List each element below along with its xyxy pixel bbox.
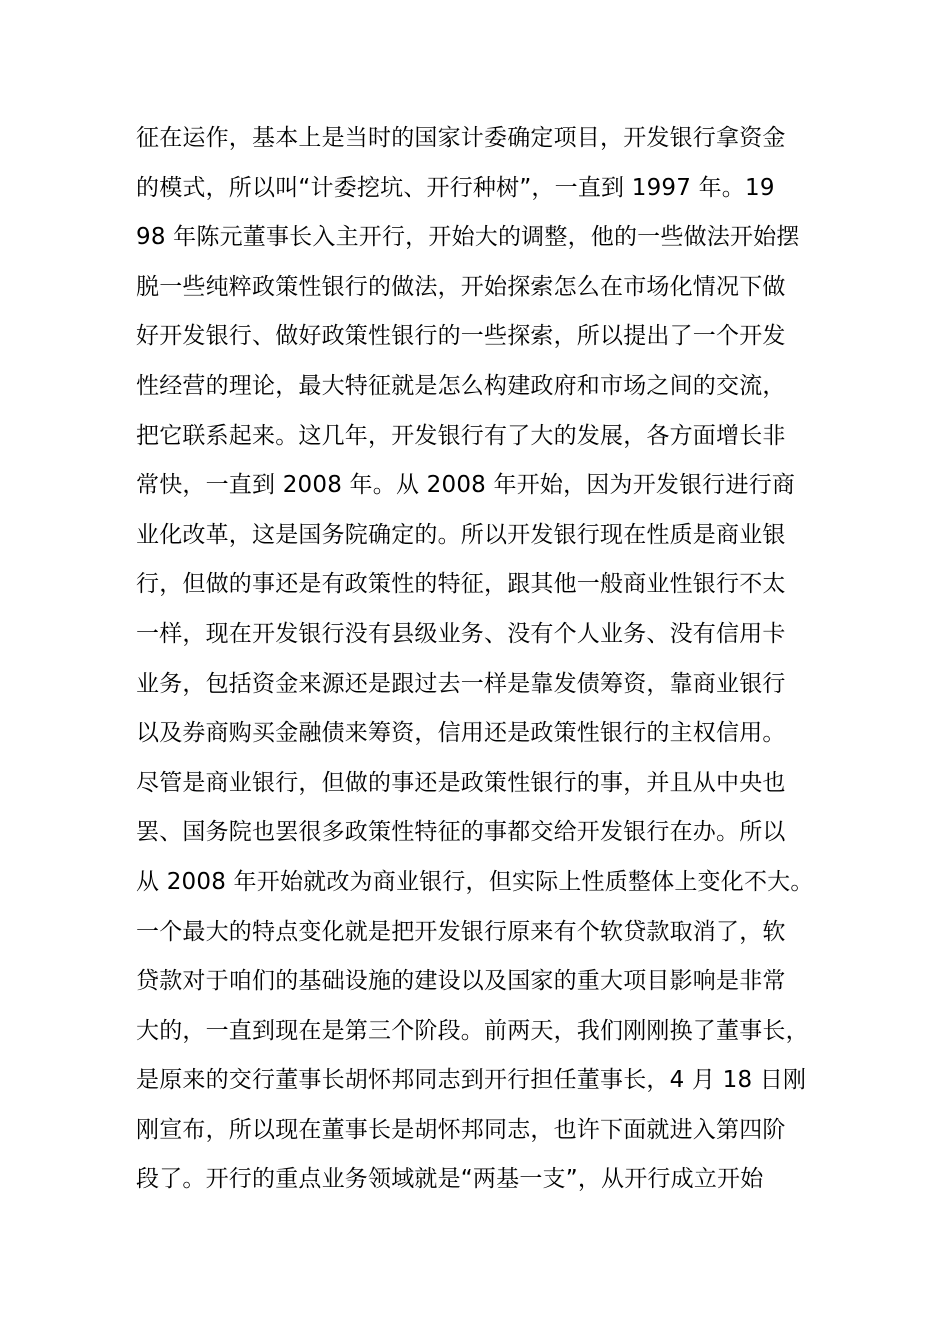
text-line: 常快，一直到 2008 年。从 2008 年开始，因为开发银行进行商 (136, 472, 796, 499)
text-line: 是原来的交行董事长胡怀邦同志到开行担任董事长，4 月 18 日刚 (136, 1067, 807, 1094)
text-line: 罢、国务院也罢很多政策性特征的事都交给开发银行在办。所以 (136, 819, 786, 846)
text-line: 性经营的理论，最大特征就是怎么构建政府和市场之间的交流， (136, 372, 786, 399)
text-line: 好开发银行、做好政策性银行的一些探索，所以提出了一个开发 (136, 323, 786, 350)
text-line: 大的，一直到现在是第三个阶段。前两天，我们刚刚换了董事长， (136, 1017, 809, 1044)
text-line: 尽管是商业银行，但做的事还是政策性银行的事，并且从中央也 (136, 769, 786, 796)
text-line: 行，但做的事还是有政策性的特征，跟其他一般商业性银行不太 (136, 571, 786, 598)
text-line: 98 年陈元董事长入主开行，开始大的调整，他的一些做法开始摆 (136, 224, 800, 251)
body-paragraph (136, 114, 816, 1205)
text-line: 征在运作，基本上是当时的国家计委确定项目，开发银行拿资金 (136, 125, 786, 151)
text-line: 刚宣布，所以现在董事长是胡怀邦同志，也许下面就进入第四阶 (136, 1116, 786, 1143)
text-line: 把它联系起来。这几年，开发银行有了大的发展，各方面增长非 (136, 422, 786, 449)
text-line: 的模式，所以叫“计委挖坑、开行种树”，一直到 1997 年。19 (136, 174, 775, 201)
text-line: 业化改革，这是国务院确定的。所以开发银行现在性质是商业银 (136, 521, 786, 548)
text-line: 一样，现在开发银行没有县级业务、没有个人业务、没有信用卡 (136, 620, 786, 647)
text-line: 贷款对于咱们的基础设施的建设以及国家的重大项目影响是非常 (136, 968, 786, 995)
text-line: 以及券商购买金融债来筹资，信用还是政策性银行的主权信用。 (136, 720, 786, 747)
text-line: 脱一些纯粹政策性银行的做法，开始探索怎么在市场化情况下做 (136, 273, 786, 300)
text-line: 从 2008 年开始就改为商业银行，但实际上性质整体上变化不大。 (136, 868, 814, 895)
text-line: 一个最大的特点变化就是把开发银行原来有个软贷款取消了，软 (136, 918, 786, 945)
text-line: 业务，包括资金来源还是跟过去一样是靠发债筹资，靠商业银行 (136, 670, 786, 697)
text-line: 段了。开行的重点业务领域就是“两基一支”，从开行成立开始 (136, 1166, 764, 1193)
